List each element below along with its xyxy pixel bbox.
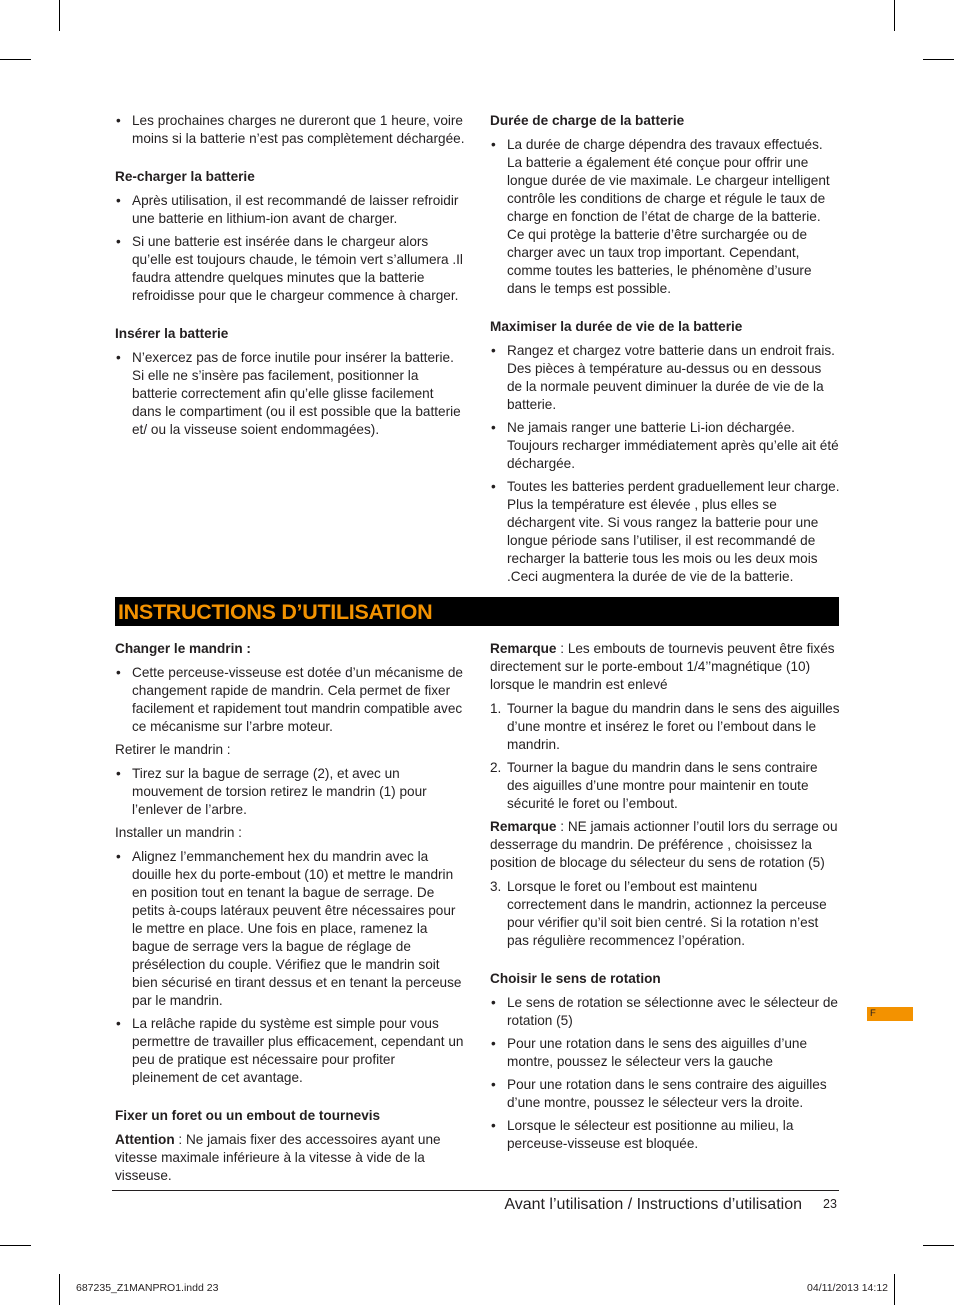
list-item: • Pour une rotation dans le sens contraire des aiguilles d’une montre, poussez le sélecteur vers la droite. bbox=[490, 1076, 840, 1112]
attention-text: : Ne jamais fixer des accessoires ayant une vitesse maximale inférieure à la vitesse à vide de la visseuse. bbox=[115, 1132, 441, 1183]
step-number: 1. bbox=[490, 701, 502, 716]
section-heading-sens: Choisir le sens de rotation bbox=[490, 971, 661, 986]
bullet-list bbox=[490, 342, 840, 586]
list-item: • Les prochaines charges ne dureront que 1 heure, voire moins si la batterie n’est pas complètement déchargée. bbox=[115, 112, 465, 148]
remark-label: Remarque bbox=[490, 641, 557, 656]
subheading-installer: Installer un mandrin : bbox=[115, 825, 242, 840]
crop-mark bbox=[59, 1274, 60, 1305]
crop-mark bbox=[59, 0, 60, 31]
list-item: • Après utilisation, il est recommandé de laisser refroidir une batterie en lithium-ion avant de charger. bbox=[115, 192, 465, 228]
section-heading-duree: Durée de charge de la batterie bbox=[490, 113, 685, 128]
remark-note bbox=[490, 818, 840, 872]
bullet-list bbox=[115, 349, 465, 439]
crop-mark bbox=[894, 1274, 895, 1305]
step-number: 2. bbox=[490, 760, 502, 775]
list-item: • Cette perceuse-visseuse est dotée d’un mécanisme de changement rapide de mandrin. Cela permet de fixer facilement et rapidement tout mandrin compatible avec ce mécanisme sur l’arbre moteur. bbox=[115, 664, 465, 736]
subheading-retirer: Retirer le mandrin : bbox=[115, 742, 231, 757]
list-item: • Lorsque le sélecteur est positionne au milieu, la perceuse-visseuse est bloquée. bbox=[490, 1117, 840, 1153]
crop-mark bbox=[923, 59, 954, 60]
right-top-column bbox=[490, 112, 840, 591]
bullet-list bbox=[115, 192, 465, 305]
section-heading-fixer: Fixer un foret ou un embout de tournevis bbox=[115, 1108, 381, 1123]
section-heading-maximiser: Maximiser la durée de vie de la batterie bbox=[490, 319, 743, 334]
bullet-list bbox=[490, 136, 840, 298]
banner-title: INSTRUCTIONS D’UTILISATION bbox=[118, 600, 433, 624]
list-item: • Toutes les batteries perdent graduellement leur charge. Plus la température est élevée , plus elles se déchargent vite. Si vous rangez la batterie pour une longue période sans l’utiliser, il est recommandé de recharger la batterie tous les mois ou les deux mois .Ceci augmentera la durée de vie de la batterie. bbox=[490, 478, 840, 586]
list-item: • N’exercez pas de force inutile pour insérer la batterie. Si elle ne s’insère pas facilement, positionner la batterie correctement afin qu’elle glisse facilement dans le compartiment (ou il est possible que la batterie et/ ou la visseuse soient endommagées). bbox=[115, 349, 465, 439]
list-item: • Rangez et chargez votre batterie dans un endroit frais. Des pièces à température au-dessus ou en dessous de la normale peuvent diminuer la durée de vie de la batterie. bbox=[490, 342, 840, 414]
section-heading-recharge: Re-charger la batterie bbox=[115, 169, 255, 184]
list-item: • Le sens de rotation se sélectionne avec le sélecteur de rotation (5) bbox=[490, 994, 840, 1030]
list-item bbox=[490, 759, 840, 813]
language-tab bbox=[867, 1007, 913, 1021]
step-text: Tourner la bague du mandrin dans le sens des aiguilles d’une montre et insérez le foret ou l’embout dans le mandrin. bbox=[507, 701, 840, 752]
list-item: • Pour une rotation dans le sens des aiguilles d’une montre, poussez le sélecteur vers la gauche bbox=[490, 1035, 840, 1071]
crop-mark bbox=[894, 0, 895, 31]
list-item: • Si une batterie est insérée dans le chargeur alors qu’elle est toujours chaude, le témoin vert s’allumera .Il faudra attendre quelques minutes que la batterie refroidisse pour que le chargeur commence à charger. bbox=[115, 233, 465, 305]
list-item bbox=[490, 878, 840, 950]
list-item: • Alignez l’emmanchement hex du mandrin avec la douille hex du porte-embout (10) et mettre le mandrin en position tout en tenant la bague de serrage. De petits à-coups latéraux peuvent être nécessaires pour le mettre en place. Une fois en place, ramenez la bague de serrage vers la bague de réglage de présélection du couple. Vérifiez que le mandrin soit bien sécurisé en tirant dessus et en tenant la perceuse par le mandrin. bbox=[115, 848, 465, 1010]
list-item: • Tirez sur la bague de serrage (2), et avec un mouvement de torsion retirez le mandrin (1) pour l’enlever de l’arbre. bbox=[115, 765, 465, 819]
step-number: 3. bbox=[490, 879, 502, 894]
footer-rule bbox=[112, 1190, 839, 1191]
remark-label: Remarque bbox=[490, 819, 557, 834]
left-top-column bbox=[115, 112, 465, 444]
page-number: 23 bbox=[823, 1197, 837, 1211]
right-bottom-column bbox=[490, 640, 840, 1158]
list-item: • La durée de charge dépendra des travaux effectués. La batterie a également été conçue pour offrir une longue durée de vie maximale. Le chargeur intelligent contrôle les conditions de charge et régule le taux de charge en fonction de l’état de charge de la batterie. Ce qui protège la batterie d’être surchargée ou de charger avec un taux trop important. Cependant, comme toutes les batteries, le phénomène d’usure dans le temps est possible. bbox=[490, 136, 840, 298]
section-banner bbox=[115, 597, 839, 626]
remark-text: : Les embouts de tournevis peuvent être fixés directement sur le porte-embout 1/4’’magnétique (10) lorsque le mandrin est enlevé bbox=[490, 641, 835, 692]
step-text: Tourner la bague du mandrin dans le sens contraire des aiguilles d’une montre pour maintenir en toute sécurité le foret ou l’embout. bbox=[507, 760, 818, 811]
bullet-list bbox=[490, 994, 840, 1153]
crop-mark bbox=[923, 1245, 954, 1246]
bullet-list bbox=[115, 112, 465, 148]
attention-label: Attention bbox=[115, 1132, 175, 1147]
section-heading-mandrin: Changer le mandrin : bbox=[115, 641, 251, 656]
left-bottom-column bbox=[115, 640, 465, 1185]
remark-note bbox=[490, 640, 840, 694]
step-text: Lorsque le foret ou l’embout est maintenu correctement dans le mandrin, actionnez la perceuse pour vérifier qu’il soit bien centré. Si la rotation n’est pas régulière recommencez l’opération. bbox=[507, 879, 827, 948]
bullet-list bbox=[115, 848, 465, 1087]
language-tab-label: F bbox=[870, 1008, 876, 1019]
crop-mark bbox=[0, 59, 31, 60]
numbered-list bbox=[490, 700, 840, 813]
list-item bbox=[490, 700, 840, 754]
footer-title: Avant l’utilisation / Instructions d’utilisation bbox=[504, 1196, 802, 1213]
crop-mark bbox=[0, 1245, 31, 1246]
remark-text: : NE jamais actionner l’outil lors du serrage ou desserrage du mandrin. De préférence , choisissez la position de blocage du sélecteur du sens de rotation (5) bbox=[490, 819, 838, 870]
list-item: • La relâche rapide du système est simple pour vous permettre de travailler plus efficacement, cependant un peu de pratique est nécessaire pour profiter pleinement de cet avantage. bbox=[115, 1015, 465, 1087]
slug-file: 687235_Z1MANPRO1.indd 23 bbox=[76, 1282, 219, 1294]
bullet-list bbox=[115, 765, 465, 819]
slug-date: 04/11/2013 14:12 bbox=[807, 1282, 888, 1294]
list-item: • Ne jamais ranger une batterie Li-ion déchargée. Toujours recharger immédiatement après qu’elle ait été déchargée. bbox=[490, 419, 840, 473]
numbered-list bbox=[490, 878, 840, 950]
bullet-list bbox=[115, 664, 465, 736]
attention-note bbox=[115, 1131, 465, 1185]
section-heading-inserer: Insérer la batterie bbox=[115, 326, 229, 341]
